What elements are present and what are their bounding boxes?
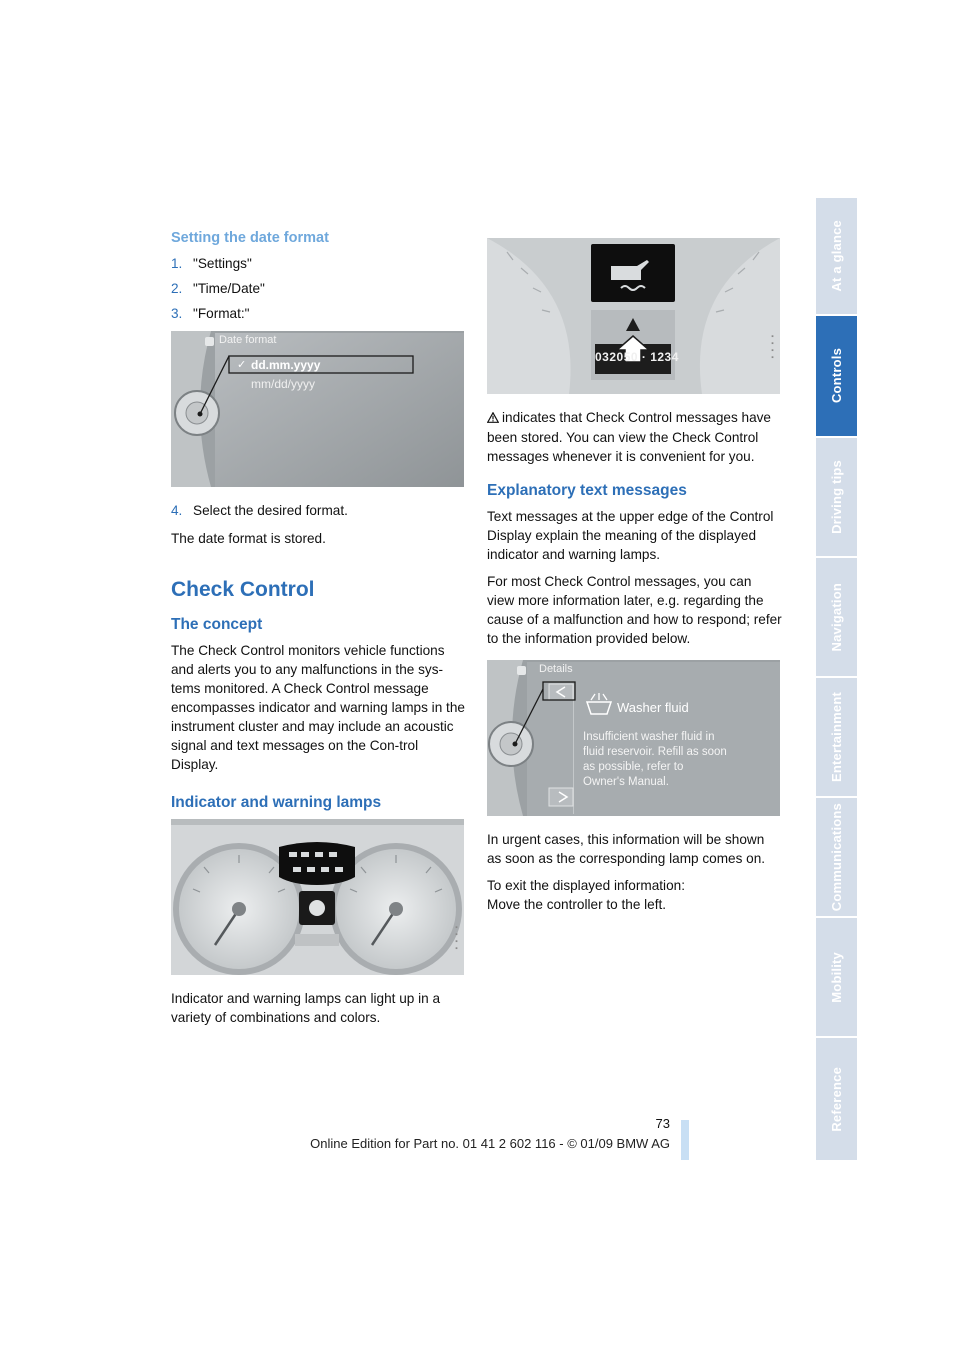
- indicator-lamps-heading: Indicator and warning lamps: [171, 794, 382, 811]
- sidebar-tab-label: At a glance: [829, 220, 844, 292]
- footer-edition-text: Online Edition for Part no. 01 41 2 602 116 - © 01/09 BMW AG: [310, 1136, 670, 1151]
- date-option-selected[interactable]: dd.mm.yyyy: [251, 358, 321, 372]
- sidebar-tab-communications[interactable]: [816, 798, 857, 916]
- check-control-stored-body: indicates that Check Control messages have been stored. You can view the Check Control messages whenever it is convenient for you.: [487, 410, 771, 464]
- date-format-screen-illustration: [171, 331, 464, 487]
- step-item: [171, 254, 466, 273]
- details-message-line: as possible, refer to: [583, 761, 684, 773]
- step-number: 1.: [171, 256, 183, 271]
- date-format-screen-figure: [171, 331, 464, 487]
- step-item: [171, 279, 466, 298]
- details-message: [583, 730, 727, 790]
- right-column: [487, 238, 782, 922]
- instrument-cluster-figure: [171, 819, 464, 975]
- sidebar-tab-controls[interactable]: [816, 316, 857, 436]
- details-message-line: fluid reservoir. Refill as soon: [583, 746, 727, 758]
- step-number: 3.: [171, 306, 183, 321]
- sidebar-tab-label: Driving tips: [829, 460, 844, 534]
- check-control-heading: Check Control: [171, 578, 315, 601]
- page-number: 73: [655, 1116, 670, 1131]
- footer-accent-bar: [681, 1120, 689, 1160]
- concept-text: The Check Control monitors vehicle functions and alerts you to any malfunctions in the sys-tems monitored. A Check Control message encompasses indicator and warning lamps in the instrument cluster and may include an acoustic signal and text messages on the Con-trol Display.: [171, 643, 465, 772]
- sidebar-tab-label: Reference: [829, 1066, 844, 1132]
- date-stored-text: The date format is stored.: [171, 531, 326, 546]
- figure-code-mark: ▪▪▪▪: [769, 332, 776, 360]
- step-number: 4.: [171, 503, 183, 518]
- instrument-cluster-illustration: [171, 819, 464, 975]
- left-column: [171, 226, 466, 1035]
- details-title: Details: [539, 663, 573, 675]
- lamps-text: Indicator and warning lamps can light up in a variety of combinations and colors.: [171, 991, 441, 1025]
- odometer-readout: 032050 · 1234: [595, 350, 679, 364]
- sidebar-tab-label: Navigation: [829, 582, 844, 652]
- step-item: [171, 304, 466, 323]
- date-option[interactable]: mm/dd/yyyy: [251, 377, 316, 391]
- concept-heading: The concept: [171, 616, 263, 633]
- step-text: "Time/Date": [193, 281, 265, 296]
- date-format-title: Date format: [219, 334, 277, 346]
- check-control-stored-text: [487, 408, 782, 466]
- check-control-display-figure: [487, 238, 780, 394]
- explanatory-heading: Explanatory text messages: [487, 482, 687, 499]
- step-item: [171, 501, 466, 520]
- step-text: "Settings": [193, 256, 252, 271]
- checkmark-icon: ✓: [237, 359, 247, 371]
- sidebar-tab-reference[interactable]: [816, 1038, 857, 1160]
- sidebar-tab-mobility[interactable]: [816, 918, 857, 1036]
- sidebar-tab-navigation[interactable]: [816, 558, 857, 676]
- explanatory-paragraph-2: For most Check Control messages, you can view more information later, e.g. regarding the cause of a malfunction and how to respond; refer to the information provided below.: [487, 574, 782, 646]
- exit-instructions: [487, 876, 782, 914]
- sidebar-tab-entertainment[interactable]: [816, 678, 857, 796]
- details-item-label: Washer fluid: [617, 700, 689, 715]
- step-text: "Format:": [193, 306, 250, 321]
- step-text: Select the desired format.: [193, 503, 348, 518]
- sidebar-tab-label: Communications: [829, 802, 844, 912]
- step-number: 2.: [171, 281, 183, 296]
- details-screen-figure: [487, 660, 780, 816]
- exit-text-line-2: Move the controller to the left.: [487, 897, 667, 912]
- sidebar-tab-at-a-glance[interactable]: [816, 198, 857, 314]
- sidebar-tab-label: Mobility: [829, 951, 844, 1003]
- warning-triangle-icon: [487, 409, 499, 428]
- sidebar-tab-label: Entertainment: [829, 691, 844, 782]
- details-message-line: Owner's Manual.: [583, 776, 669, 788]
- sidebar-tab-driving-tips[interactable]: [816, 438, 857, 556]
- sidebar-tab-label: Controls: [829, 348, 844, 404]
- date-format-heading: Setting the date format: [171, 230, 329, 246]
- check-control-display-illustration: [487, 238, 780, 394]
- explanatory-paragraph-1: Text messages at the upper edge of the Control Display explain the meaning of the displayed indicator and warning lamps.: [487, 509, 774, 562]
- exit-text-line-1: To exit the displayed information:: [487, 878, 685, 893]
- figure-code-mark: ▪▪▪▪: [453, 923, 460, 951]
- details-message-line: Insufficient washer fluid in: [583, 731, 715, 743]
- urgent-text: In urgent cases, this information will be shown as soon as the corresponding lamp comes on.: [487, 832, 766, 866]
